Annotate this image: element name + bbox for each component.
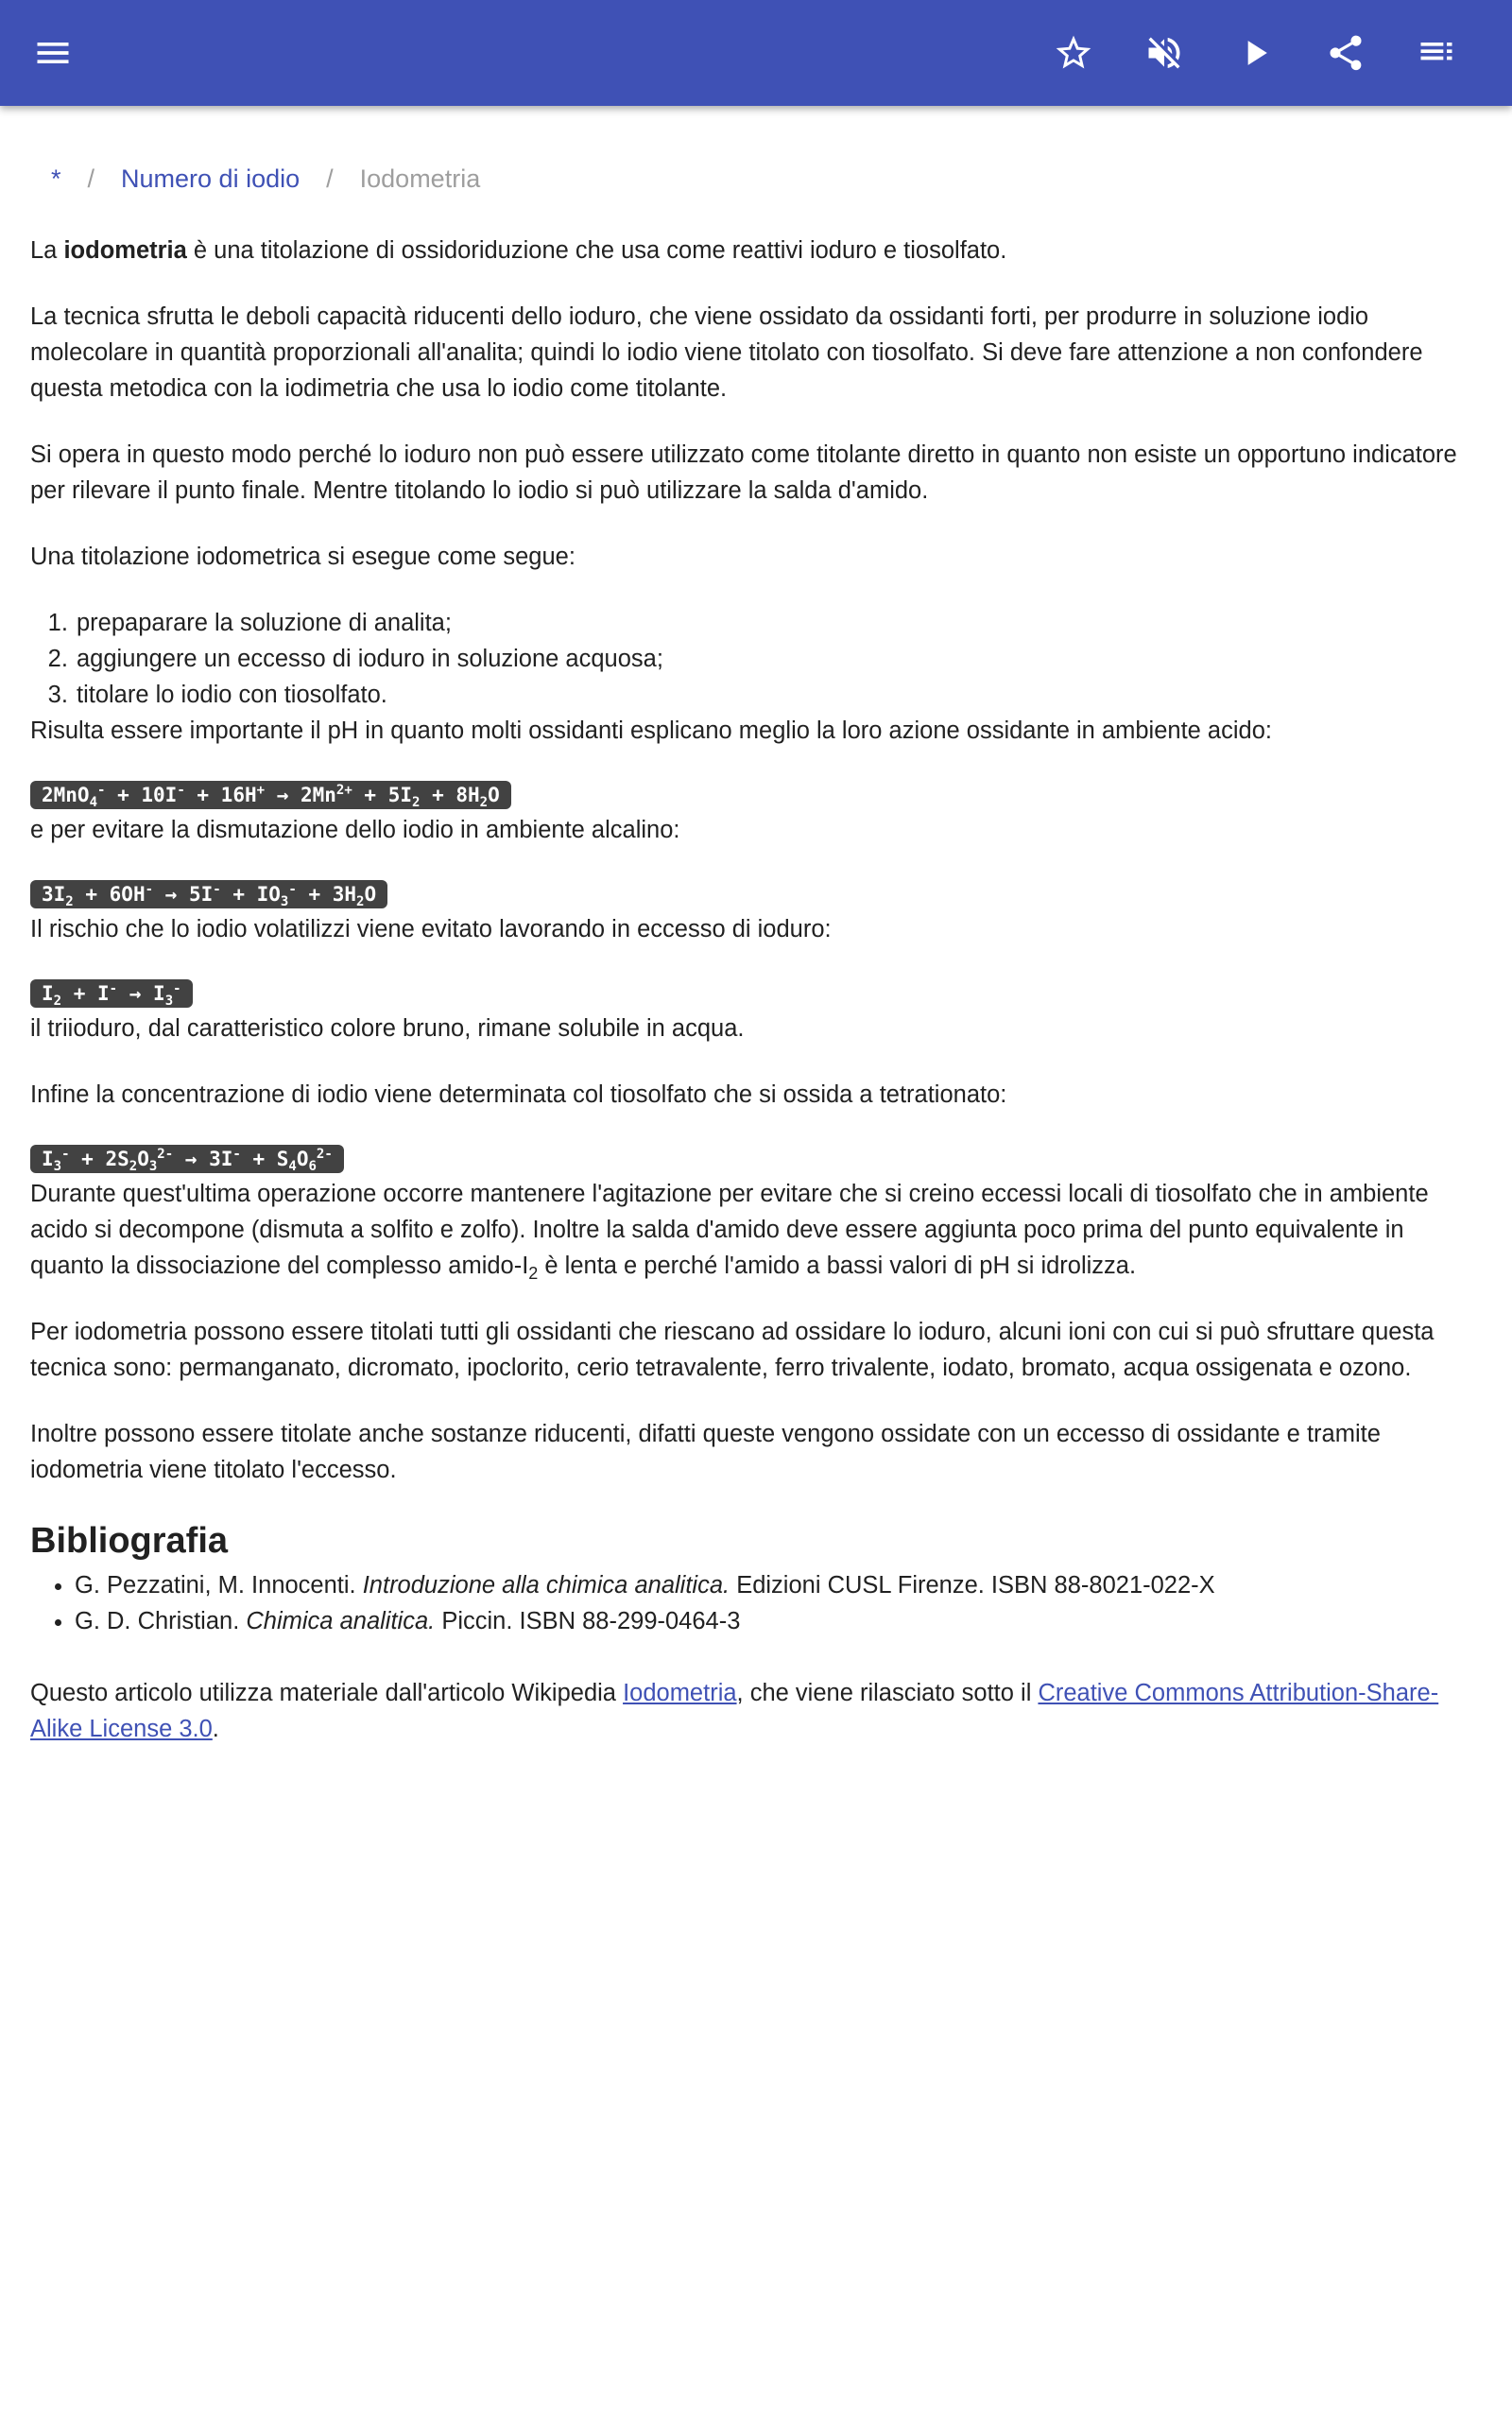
playlist-icon xyxy=(1416,32,1457,74)
paragraph: Il rischio che lo iodio volatilizzi viene evitato lavorando in eccesso di ioduro: xyxy=(30,916,832,942)
breadcrumb-parent-link[interactable]: Numero di iodio xyxy=(121,164,301,193)
app-bar xyxy=(0,0,1512,106)
playlist-button[interactable] xyxy=(1406,23,1467,83)
intro-paragraph xyxy=(30,233,1482,268)
list-item: 2. aggiungere un eccesso di ioduro in soluzione acquosa; xyxy=(75,641,1482,677)
list-item: • G. Pezzatini, M. Innocenti. Introduzione alla chimica analitica. Edizioni CUSL Firenze. ISBN 88-8021-022-X xyxy=(75,1567,1482,1603)
breadcrumb-separator: / xyxy=(326,164,334,193)
paragraph: e per evitare la dismutazione dello iodio in ambiente alcalino: xyxy=(30,817,680,843)
list-item: 3. titolare lo iodio con tiosolfato. xyxy=(75,677,1482,713)
paragraph: Si opera in questo modo perché lo ioduro non può essere utilizzato come titolante diretto in quanto non esiste un opportuno indicatore per rilevare il punto finale. Mentre titolando lo iodio si può utilizzare la salda d'amido. xyxy=(30,441,1457,504)
list-item: • G. D. Christian. Chimica analitica. Piccin. ISBN 88-299-0464-3 xyxy=(75,1603,1482,1639)
equation-dismutation: $3I_2 + 6OH^- \to 5I^- + IO_3^- + 3H_2O$ xyxy=(30,880,387,908)
equation-tetrathionate: $I_3^- + 2S_2O_3^{2-} \to 3I^- + S_4O_6^{2-}$ xyxy=(30,1145,344,1173)
breadcrumb-home-link[interactable]: * xyxy=(51,164,61,193)
paragraph: La tecnica sfrutta le deboli capacità riducenti dello ioduro, che viene ossidato da ossidanti forti, per produrre in soluzione iodio molecolare in quantità proporzionali all'analita; quindi lo iodio viene titolato con tiosolfato. Si deve fare attenzione a non confondere questa metodica con la iodimetria che usa lo iodio come titolante. xyxy=(30,303,1423,402)
breadcrumb-separator: / xyxy=(87,164,95,193)
breadcrumb xyxy=(30,161,1482,197)
paragraph: il triioduro, dal caratteristico colore bruno, rimane solubile in acqua. xyxy=(30,1015,745,1042)
article-content xyxy=(30,161,1482,1777)
play-icon xyxy=(1234,32,1276,74)
license-footer: Questo articolo utilizza materiale dall'articolo Wikipedia Iodometria, che viene rilasciato sotto il Creative Commons Attribution-Share-Alike License 3.0. xyxy=(30,1680,1439,1742)
menu-button[interactable] xyxy=(23,23,83,83)
bibliography-list xyxy=(30,1567,1482,1639)
wikipedia-article-link[interactable]: Iodometria xyxy=(623,1680,737,1706)
steps-list xyxy=(30,605,1482,713)
star-outline-icon xyxy=(1053,32,1094,74)
paragraph: Risulta essere importante il pH in quanto molti ossidanti esplicano meglio la loro azione ossidante in ambiente acido: xyxy=(30,717,1272,744)
bookmark-button[interactable] xyxy=(1043,23,1104,83)
breadcrumb-current: Iodometria xyxy=(359,164,481,193)
play-button[interactable] xyxy=(1225,23,1285,83)
mute-button[interactable] xyxy=(1134,23,1194,83)
share-icon xyxy=(1325,32,1366,74)
term-bold: iodometria xyxy=(63,237,187,264)
equation-triiodide: $I_2 + I^- \to I_3^-$ xyxy=(30,979,193,1008)
paragraph: Durante quest'ultima operazione occorre mantenere l'agitazione per evitare che si creino eccessi locali di tiosolfato che in ambiente acido si decompone (dismuta a solfito e zolfo). Inoltre la salda d'amido deve essere aggiunta poco prima del punto equivalente in quanto la dissociazione del complesso amido-$I_2$ è lenta e perché l'amido a bassi valori di pH si idrolizza. xyxy=(30,1181,1429,1284)
paragraph: Una titolazione iodometrica si esegue come segue: xyxy=(30,544,576,570)
text: La xyxy=(30,237,64,264)
paragraph: Infine la concentrazione di iodio viene determinata col tiosolfato che si ossida a tetrationato: xyxy=(30,1081,1007,1108)
menu-icon xyxy=(32,32,74,74)
license-link[interactable]: Creative Commons Attribution-Share-Alike License 3.0 xyxy=(30,1680,1439,1742)
equation-permanganate: $2MnO_4^- + 10I^- + 16H^+ \to 2Mn^{2+} + 5I_2 + 8H_2O$ xyxy=(30,781,511,809)
bibliography-heading: Bibliografia xyxy=(30,1521,229,1561)
text: è una titolazione di ossidoriduzione che usa come reattivi ioduro e tiosolfato. xyxy=(186,237,1007,264)
volume-off-icon xyxy=(1143,32,1185,74)
list-item: 1. prepaparare la soluzione di analita; xyxy=(75,605,1482,641)
paragraph: Inoltre possono essere titolate anche sostanze riducenti, difatti queste vengono ossidate con un eccesso di ossidante e tramite iodometria viene titolato l'eccesso. xyxy=(30,1421,1381,1483)
share-button[interactable] xyxy=(1315,23,1376,83)
paragraph: Per iodometria possono essere titolati tutti gli ossidanti che riescano ad ossidare lo ioduro, alcuni ioni con cui si può sfruttare questa tecnica sono: permanganato, dicromato, ipoclorito, cerio tetravalente, ferro trivalente, iodato, bromato, acqua ossigenata e ozono. xyxy=(30,1319,1435,1381)
